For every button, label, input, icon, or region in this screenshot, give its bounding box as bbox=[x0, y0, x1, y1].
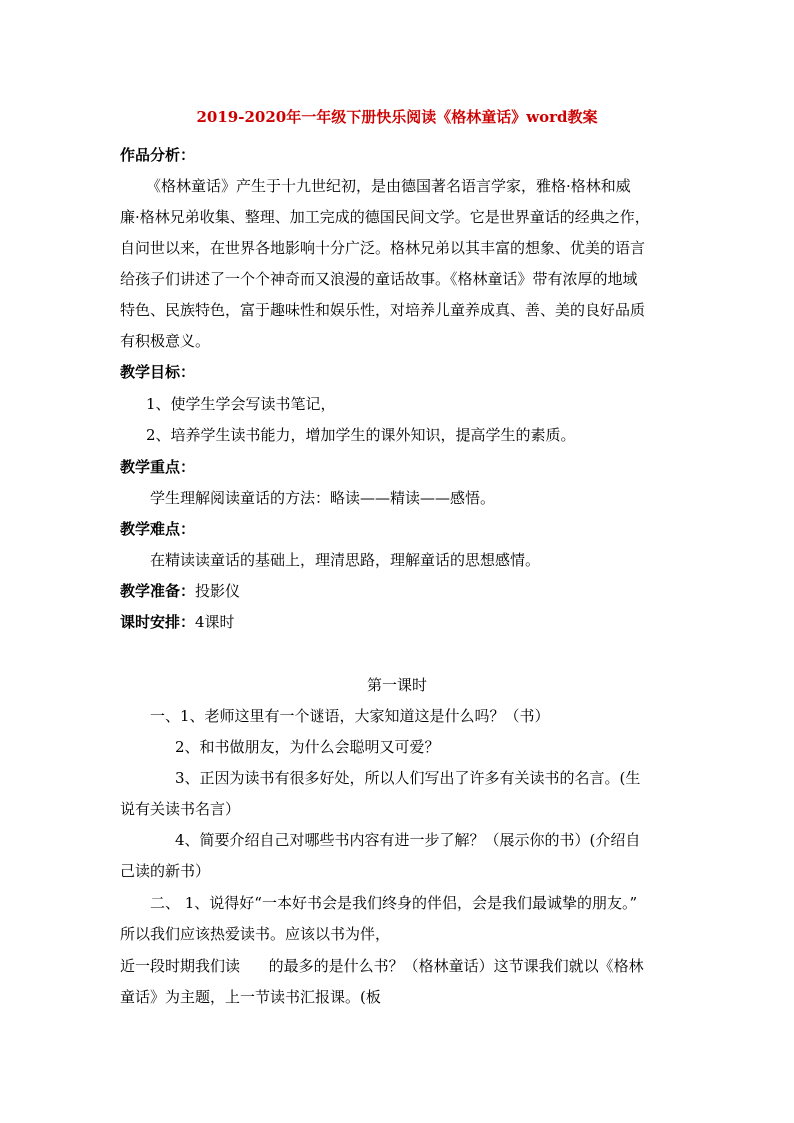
lesson-line: 近一段时期我们读 的最多的是什么书？（格林童话）这节课我们就以《格林 bbox=[120, 957, 644, 975]
lesson-line: 二、 1、说得好“一本好书会是我们终身的伴侣，会是我们最诚挚的朋友。” bbox=[150, 894, 638, 912]
analysis-line: 给孩子们讲述了一个个神奇而又浪漫的童话故事。《格林童话》带有浓厚的地域 bbox=[120, 270, 638, 288]
lesson-line: 4、简要介绍自己对哪些书内容有进一步了解？（展示你的书）(介绍自 bbox=[175, 831, 641, 849]
prep-text: 投影仪 bbox=[195, 582, 241, 600]
goal-item: 1、使学生学会写读书笔记， bbox=[146, 395, 336, 413]
goal-item: 2、培养学生读书能力，增加学生的课外知识，提高学生的素质。 bbox=[146, 426, 576, 444]
schedule-text: 4课时 bbox=[195, 613, 235, 631]
lesson-line: 童话》为主题，上一节读书汇报课。(板 bbox=[120, 988, 381, 1006]
analysis-label: 作品分析： bbox=[120, 146, 196, 164]
lesson-line: 一、1、老师这里有一个谜语，大家知道这是什么吗？（书） bbox=[150, 707, 550, 725]
focus-label: 教学重点： bbox=[120, 458, 196, 476]
prep-row bbox=[120, 581, 240, 601]
lesson-line: 己读的新书） bbox=[120, 862, 211, 880]
lesson-line: 所以我们应该热爱读书。应该以书为伴， bbox=[120, 925, 391, 943]
lesson-heading: 第一课时 bbox=[366, 676, 427, 694]
goals-label: 教学目标： bbox=[120, 363, 196, 381]
analysis-line: 《格林童话》产生于十九世纪初，是由德国著名语言学家，雅格·格林和威 bbox=[146, 177, 631, 195]
analysis-line: 廉·格林兄弟收集、整理、加工完成的德国民间文学。它是世界童话的经典之作， bbox=[120, 208, 650, 226]
lesson-line: 2、和书做朋友，为什么会聪明又可爱？ bbox=[175, 738, 440, 756]
difficulty-text: 在精读读童话的基础上，理清思路，理解童话的思想感情。 bbox=[150, 551, 541, 569]
analysis-line: 特色、民族特色，富于趣味性和娱乐性，对培养儿童养成真、善、美的良好品质 bbox=[120, 301, 646, 319]
schedule-row bbox=[120, 612, 235, 632]
schedule-label: 课时安排： bbox=[120, 613, 196, 631]
analysis-line: 有积极意义。 bbox=[120, 332, 211, 350]
analysis-line: 自问世以来，在世界各地影响十分广泛。格林兄弟以其丰富的想象、优美的语言 bbox=[120, 239, 646, 257]
lesson-line: 说有关读书名言） bbox=[120, 800, 241, 818]
prep-label: 教学准备： bbox=[120, 582, 196, 600]
difficulty-label: 教学难点： bbox=[120, 520, 196, 538]
lesson-line: 3、正因为读书有很多好处，所以人们写出了许多有关读书的名言。(生 bbox=[175, 769, 641, 787]
focus-text: 学生理解阅读童话的方法：略读——精读——感悟。 bbox=[150, 489, 496, 507]
document-title: 2019-2020年一年级下册快乐阅读《格林童话》word教案 bbox=[196, 108, 598, 126]
